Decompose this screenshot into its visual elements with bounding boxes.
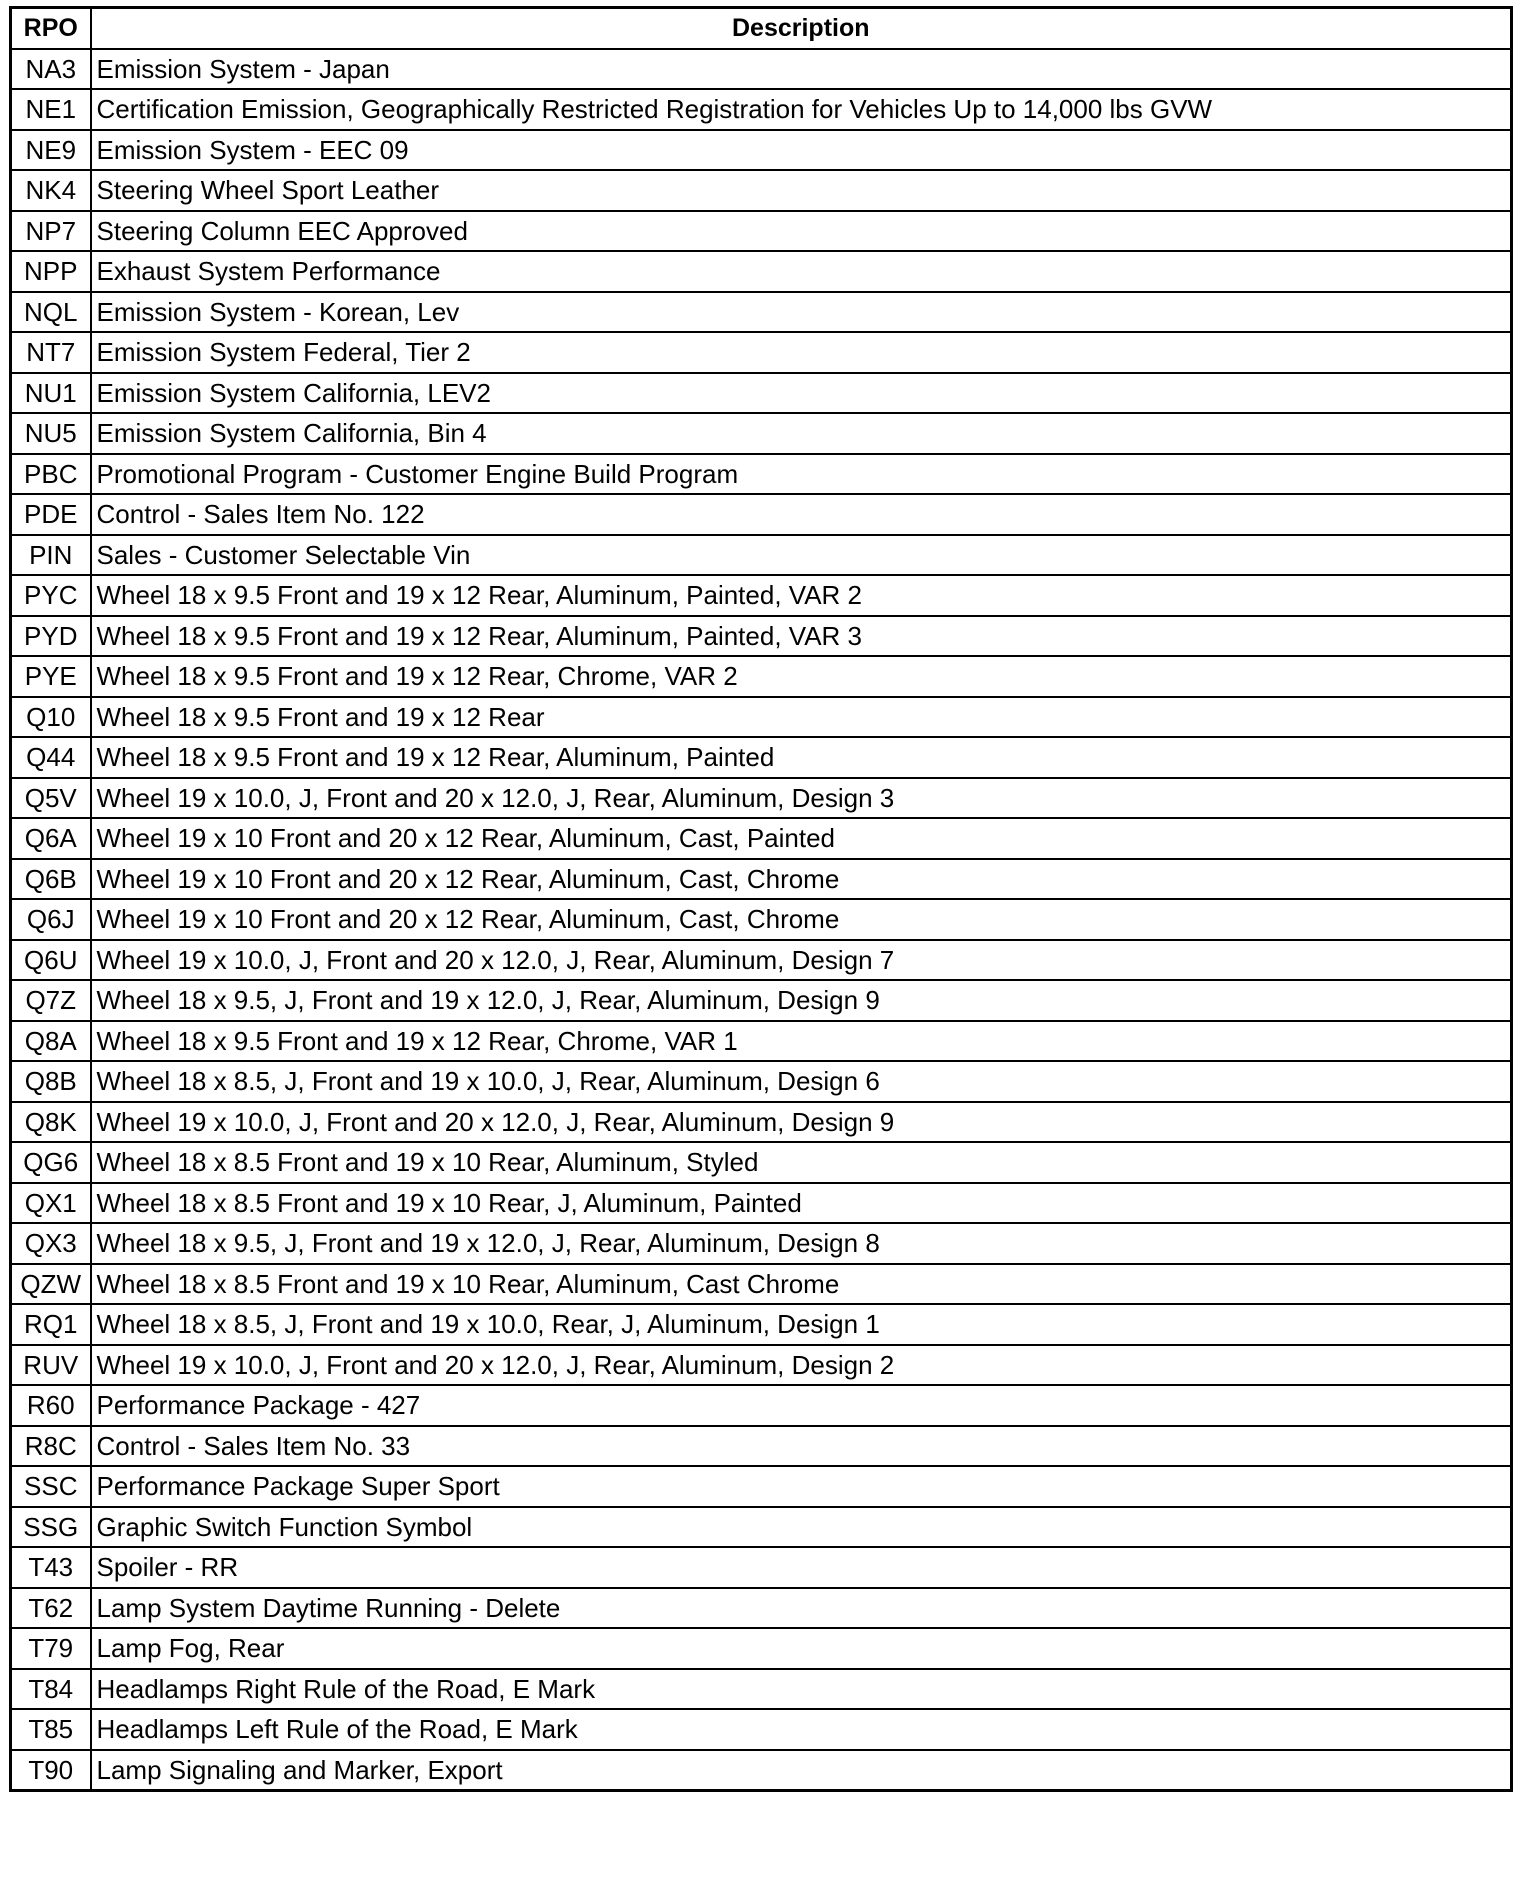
table-row [11, 292, 1512, 333]
table-row [11, 332, 1512, 373]
table-row [11, 211, 1512, 252]
description-cell: Wheel 18 x 8.5 Front and 19 x 10 Rear, Aluminum, Cast Chrome [91, 1264, 1512, 1305]
rpo-code-cell: Q8A [11, 1021, 91, 1062]
rpo-code-cell: PYC [11, 575, 91, 616]
description-cell: Wheel 18 x 9.5 Front and 19 x 12 Rear [91, 697, 1512, 738]
rpo-code-cell: Q6J [11, 899, 91, 940]
rpo-code-cell: T62 [11, 1588, 91, 1629]
table-row [11, 899, 1512, 940]
description-column-header: Description [91, 8, 1512, 49]
table-row [11, 373, 1512, 414]
rpo-code-cell: RUV [11, 1345, 91, 1386]
table-row [11, 737, 1512, 778]
rpo-code-cell: RQ1 [11, 1304, 91, 1345]
table-row [11, 413, 1512, 454]
table-row [11, 1142, 1512, 1183]
description-cell: Wheel 18 x 9.5, J, Front and 19 x 12.0, J, Rear, Aluminum, Design 8 [91, 1223, 1512, 1264]
description-cell: Wheel 18 x 9.5 Front and 19 x 12 Rear, Aluminum, Painted, VAR 3 [91, 616, 1512, 657]
table-row [11, 89, 1512, 130]
rpo-code-cell: SSG [11, 1507, 91, 1548]
description-cell: Wheel 19 x 10.0, J, Front and 20 x 12.0, J, Rear, Aluminum, Design 7 [91, 940, 1512, 981]
description-cell: Lamp System Daytime Running - Delete [91, 1588, 1512, 1629]
description-cell: Steering Wheel Sport Leather [91, 170, 1512, 211]
rpo-code-cell: Q8K [11, 1102, 91, 1143]
description-cell: Emission System - Korean, Lev [91, 292, 1512, 333]
table-row [11, 1385, 1512, 1426]
table-row [11, 1547, 1512, 1588]
description-cell: Wheel 18 x 8.5, J, Front and 19 x 10.0, Rear, J, Aluminum, Design 1 [91, 1304, 1512, 1345]
rpo-code-cell: Q8B [11, 1061, 91, 1102]
rpo-code-cell: PYE [11, 656, 91, 697]
rpo-code-cell: Q5V [11, 778, 91, 819]
rpo-code-cell: NU1 [11, 373, 91, 414]
table-row [11, 1628, 1512, 1669]
description-cell: Performance Package - 427 [91, 1385, 1512, 1426]
rpo-code-cell: NE9 [11, 130, 91, 171]
table-row [11, 49, 1512, 90]
table-row [11, 170, 1512, 211]
rpo-code-cell: NPP [11, 251, 91, 292]
description-cell: Emission System Federal, Tier 2 [91, 332, 1512, 373]
rpo-code-cell: T84 [11, 1669, 91, 1710]
description-cell: Wheel 19 x 10 Front and 20 x 12 Rear, Aluminum, Cast, Painted [91, 818, 1512, 859]
description-cell: Wheel 18 x 9.5 Front and 19 x 12 Rear, Aluminum, Painted [91, 737, 1512, 778]
table-row [11, 454, 1512, 495]
table-row [11, 697, 1512, 738]
description-cell: Exhaust System Performance [91, 251, 1512, 292]
description-cell: Steering Column EEC Approved [91, 211, 1512, 252]
rpo-code-cell: Q44 [11, 737, 91, 778]
description-cell: Wheel 18 x 9.5 Front and 19 x 12 Rear, Chrome, VAR 2 [91, 656, 1512, 697]
rpo-table [9, 6, 1513, 1792]
description-cell: Headlamps Left Rule of the Road, E Mark [91, 1709, 1512, 1750]
rpo-code-cell: PBC [11, 454, 91, 495]
rpo-code-cell: T79 [11, 1628, 91, 1669]
description-cell: Spoiler - RR [91, 1547, 1512, 1588]
rpo-code-cell: QG6 [11, 1142, 91, 1183]
description-cell: Emission System California, Bin 4 [91, 413, 1512, 454]
description-cell: Performance Package Super Sport [91, 1466, 1512, 1507]
table-row [11, 1102, 1512, 1143]
table-row [11, 1588, 1512, 1629]
table-row [11, 535, 1512, 576]
rpo-code-cell: Q10 [11, 697, 91, 738]
rpo-code-cell: T85 [11, 1709, 91, 1750]
table-row [11, 1345, 1512, 1386]
rpo-code-cell: PYD [11, 616, 91, 657]
description-cell: Lamp Signaling and Marker, Export [91, 1750, 1512, 1791]
description-cell: Sales - Customer Selectable Vin [91, 535, 1512, 576]
rpo-code-cell: Q6B [11, 859, 91, 900]
table-row [11, 1669, 1512, 1710]
rpo-code-cell: Q6A [11, 818, 91, 859]
rpo-code-cell: PDE [11, 494, 91, 535]
table-row [11, 1021, 1512, 1062]
table-body [11, 49, 1512, 1791]
description-cell: Lamp Fog, Rear [91, 1628, 1512, 1669]
rpo-code-cell: QX1 [11, 1183, 91, 1224]
table-row [11, 940, 1512, 981]
table-row [11, 575, 1512, 616]
table-row [11, 1061, 1512, 1102]
table-row [11, 778, 1512, 819]
description-cell: Emission System - Japan [91, 49, 1512, 90]
description-cell: Wheel 18 x 9.5, J, Front and 19 x 12.0, J, Rear, Aluminum, Design 9 [91, 980, 1512, 1021]
table-row [11, 656, 1512, 697]
rpo-code-cell: NK4 [11, 170, 91, 211]
rpo-code-cell: R8C [11, 1426, 91, 1467]
table-row [11, 494, 1512, 535]
table-row [11, 1304, 1512, 1345]
table-row [11, 1507, 1512, 1548]
table-row [11, 1750, 1512, 1791]
description-cell: Wheel 19 x 10.0, J, Front and 20 x 12.0, J, Rear, Aluminum, Design 9 [91, 1102, 1512, 1143]
description-cell: Promotional Program - Customer Engine Build Program [91, 454, 1512, 495]
table-row [11, 1183, 1512, 1224]
description-cell: Wheel 19 x 10.0, J, Front and 20 x 12.0, J, Rear, Aluminum, Design 3 [91, 778, 1512, 819]
description-cell: Wheel 18 x 8.5 Front and 19 x 10 Rear, Aluminum, Styled [91, 1142, 1512, 1183]
description-cell: Certification Emission, Geographically Restricted Registration for Vehicles Up to 14,000 lbs GVW [91, 89, 1512, 130]
rpo-code-cell: PIN [11, 535, 91, 576]
rpo-code-cell: Q6U [11, 940, 91, 981]
description-cell: Control - Sales Item No. 33 [91, 1426, 1512, 1467]
table-row [11, 1709, 1512, 1750]
table-row [11, 1223, 1512, 1264]
rpo-code-cell: R60 [11, 1385, 91, 1426]
table-row [11, 251, 1512, 292]
table-row [11, 818, 1512, 859]
header-row [11, 8, 1512, 49]
table-row [11, 1426, 1512, 1467]
rpo-code-cell: Q7Z [11, 980, 91, 1021]
description-cell: Graphic Switch Function Symbol [91, 1507, 1512, 1548]
rpo-column-header: RPO [11, 8, 91, 49]
description-cell: Wheel 18 x 9.5 Front and 19 x 12 Rear, Aluminum, Painted, VAR 2 [91, 575, 1512, 616]
rpo-code-cell: NU5 [11, 413, 91, 454]
table-row [11, 859, 1512, 900]
description-cell: Wheel 18 x 8.5, J, Front and 19 x 10.0, J, Rear, Aluminum, Design 6 [91, 1061, 1512, 1102]
description-cell: Wheel 18 x 8.5 Front and 19 x 10 Rear, J, Aluminum, Painted [91, 1183, 1512, 1224]
description-cell: Wheel 19 x 10 Front and 20 x 12 Rear, Aluminum, Cast, Chrome [91, 859, 1512, 900]
description-cell: Headlamps Right Rule of the Road, E Mark [91, 1669, 1512, 1710]
description-cell: Wheel 18 x 9.5 Front and 19 x 12 Rear, Chrome, VAR 1 [91, 1021, 1512, 1062]
rpo-code-cell: NE1 [11, 89, 91, 130]
description-cell: Wheel 19 x 10 Front and 20 x 12 Rear, Aluminum, Cast, Chrome [91, 899, 1512, 940]
rpo-code-cell: QZW [11, 1264, 91, 1305]
table-row [11, 616, 1512, 657]
description-cell: Wheel 19 x 10.0, J, Front and 20 x 12.0, J, Rear, Aluminum, Design 2 [91, 1345, 1512, 1386]
rpo-code-cell: T43 [11, 1547, 91, 1588]
rpo-code-cell: SSC [11, 1466, 91, 1507]
table-row [11, 1264, 1512, 1305]
table-row [11, 980, 1512, 1021]
rpo-code-cell: NT7 [11, 332, 91, 373]
table-row [11, 130, 1512, 171]
rpo-code-cell: QX3 [11, 1223, 91, 1264]
rpo-code-cell: T90 [11, 1750, 91, 1791]
description-cell: Emission System - EEC 09 [91, 130, 1512, 171]
rpo-code-cell: NP7 [11, 211, 91, 252]
rpo-code-cell: NQL [11, 292, 91, 333]
description-cell: Emission System California, LEV2 [91, 373, 1512, 414]
rpo-code-cell: NA3 [11, 49, 91, 90]
description-cell: Control - Sales Item No. 122 [91, 494, 1512, 535]
table-row [11, 1466, 1512, 1507]
